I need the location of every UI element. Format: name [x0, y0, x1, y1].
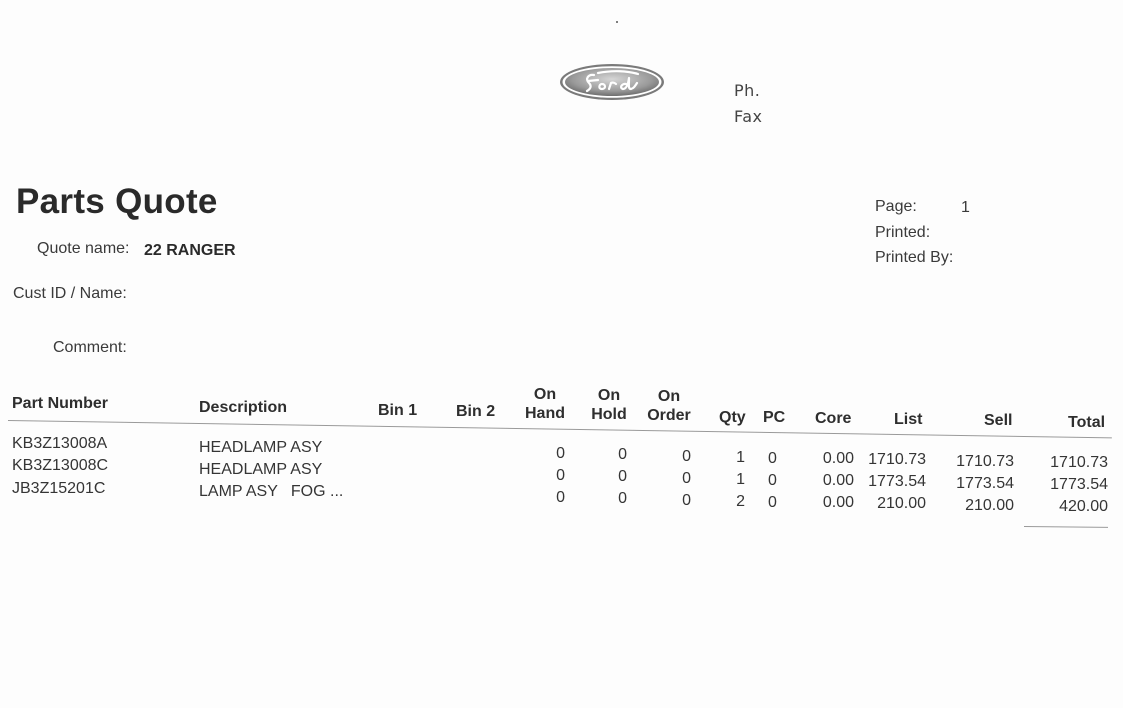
col-sell: Sell	[984, 412, 1013, 429]
page-number: 1	[961, 199, 970, 216]
total-3: 420.00	[1059, 498, 1108, 515]
scan-speck	[616, 21, 618, 23]
col-total: Total	[1068, 414, 1106, 431]
on-hold-3: 0	[618, 490, 627, 507]
pc-3: 0	[768, 494, 777, 511]
col-bin1: Bin 1	[378, 402, 418, 419]
on-hold-2: 0	[618, 468, 627, 485]
col-on-order-line1: On	[657, 388, 681, 405]
description-1: HEADLAMP ASY	[199, 439, 323, 456]
col-list: List	[894, 411, 923, 428]
on-order-1: 0	[682, 448, 691, 465]
on-order-2: 0	[682, 470, 691, 487]
col-on-hold-line1: On	[597, 387, 621, 404]
col-bin2: Bin 2	[456, 403, 496, 420]
part-number-1: KB3Z13008A	[12, 435, 108, 452]
col-on-hand-line2: Hand	[525, 405, 565, 422]
col-on-order-line2: Order	[647, 407, 691, 424]
list-1: 1710.73	[868, 451, 926, 468]
core-3: 0.00	[822, 494, 854, 511]
on-hold-1: 0	[618, 446, 627, 463]
list-3: 210.00	[877, 495, 926, 512]
pc-2: 0	[768, 472, 777, 489]
fax-label: Fax	[734, 107, 763, 126]
col-core: Core	[815, 410, 852, 427]
total-2: 1773.54	[1050, 476, 1108, 493]
on-hand-2: 0	[556, 467, 565, 484]
pc-1: 0	[768, 450, 777, 467]
description-3: LAMP ASY FOG ...	[199, 483, 344, 500]
quote-name-label: Quote name:	[37, 240, 130, 257]
description-2: HEADLAMP ASY	[199, 461, 323, 478]
printed-label: Printed:	[875, 224, 931, 241]
qty-2: 1	[736, 471, 745, 488]
on-hand-1: 0	[556, 445, 565, 462]
col-description: Description	[199, 399, 288, 416]
ford-logo-icon	[558, 62, 666, 102]
part-number-3: JB3Z15201C	[12, 480, 106, 497]
qty-3: 2	[736, 493, 745, 510]
sell-2: 1773.54	[956, 475, 1014, 492]
total-underline	[1024, 526, 1108, 528]
on-order-3: 0	[682, 492, 691, 509]
col-on-hold-line2: Hold	[591, 406, 627, 423]
list-2: 1773.54	[868, 473, 926, 490]
col-pc: PC	[763, 409, 786, 426]
col-qty: Qty	[719, 409, 746, 426]
sell-3: 210.00	[965, 497, 1014, 514]
phone-label: Ph.	[734, 81, 761, 100]
col-on-hand-line1: On	[533, 386, 557, 403]
on-hand-3: 0	[556, 489, 565, 506]
part-number-2: KB3Z13008C	[12, 457, 109, 474]
qty-1: 1	[736, 449, 745, 466]
comment-label: Comment:	[53, 339, 127, 356]
sell-1: 1710.73	[956, 453, 1014, 470]
cust-id-label: Cust ID / Name:	[13, 285, 127, 302]
document-title: Parts Quote	[16, 182, 218, 221]
printed-by-label: Printed By:	[875, 249, 954, 266]
core-2: 0.00	[822, 472, 854, 489]
quote-name-value: 22 RANGER	[144, 242, 236, 259]
col-part-number: Part Number	[12, 395, 109, 412]
page-label: Page:	[875, 198, 917, 215]
total-1: 1710.73	[1050, 454, 1108, 471]
core-1: 0.00	[822, 450, 854, 467]
